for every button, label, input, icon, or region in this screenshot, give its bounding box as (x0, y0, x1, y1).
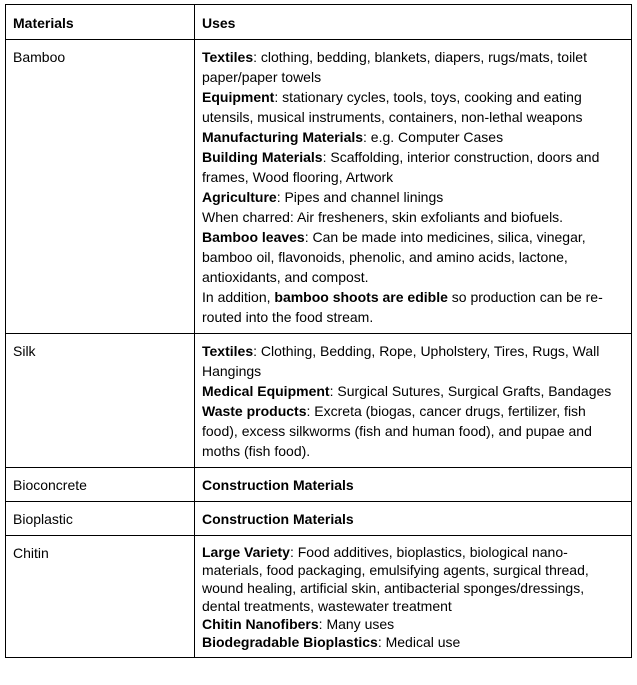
uses-line (202, 341, 625, 381)
uses-line (202, 187, 625, 207)
use-description: : Pipes and channel linings (276, 189, 444, 205)
uses-cell (195, 40, 632, 334)
use-description: : Many uses (318, 616, 395, 632)
table-row (6, 502, 632, 536)
table-row (6, 334, 632, 468)
use-description: so production can be re-routed into the food stream. (202, 289, 603, 325)
materials-uses-table (5, 4, 632, 658)
uses-line (202, 615, 625, 633)
material-cell: Bamboo (6, 40, 195, 334)
use-description: : clothing, bedding, blankets, diapers, rugs/mats, toilet paper/paper towels (202, 49, 587, 85)
uses-line (202, 227, 625, 287)
use-category-label: Chitin Nanofibers (202, 616, 319, 632)
use-description: : e.g. Computer Cases (363, 129, 504, 145)
uses-line (202, 147, 625, 187)
uses-line (202, 475, 625, 495)
material-cell: Bioplastic (6, 502, 195, 536)
use-category-label: Agriculture (202, 189, 277, 205)
use-category-label: bamboo shoots are edible (274, 289, 448, 305)
use-category-label: Textiles (202, 343, 254, 359)
uses-line (202, 509, 625, 529)
material-cell: Chitin (6, 536, 195, 658)
uses-line (202, 127, 625, 147)
header-row (6, 5, 632, 40)
table-body (6, 40, 632, 658)
use-category-label: Biodegradable Bioplastics (202, 634, 378, 650)
uses-line (202, 207, 625, 227)
use-category-label: Building Materials (202, 149, 323, 165)
use-category-label: Construction Materials (202, 511, 354, 527)
use-description: When charred: Air fresheners, skin exfoliants and biofuels. (202, 209, 564, 225)
use-category-label: Equipment (202, 89, 275, 105)
uses-line (202, 87, 625, 127)
header-materials: Materials (6, 5, 195, 40)
material-cell: Bioconcrete (6, 468, 195, 502)
table-row (6, 468, 632, 502)
uses-cell (195, 502, 632, 536)
table-row (6, 40, 632, 334)
uses-cell (195, 468, 632, 502)
uses-line (202, 633, 625, 651)
uses-cell (195, 334, 632, 468)
use-description: : Food additives, bioplastics, biological nano-materials, food packaging, emulsifying agents, surgical thread, wound healing, artificial skin, antibacterial sponges/dressings, dental treatments, wastewater treatment (202, 544, 589, 614)
uses-cell (195, 536, 632, 658)
use-category-label: Medical Equipment (202, 383, 330, 399)
uses-line (202, 381, 625, 401)
uses-line (202, 543, 625, 615)
use-description: : stationary cycles, tools, toys, cooking and eating utensils, musical instruments, containers, non-lethal weapons (202, 89, 583, 125)
use-description: In addition, (202, 289, 275, 305)
uses-line (202, 47, 625, 87)
material-cell: Silk (6, 334, 195, 468)
use-category-label: Large Variety (202, 544, 290, 560)
use-category-label: Waste products (202, 403, 307, 419)
uses-line (202, 401, 625, 461)
use-description: : Excreta (biogas, cancer drugs, fertilizer, fish food), excess silkworms (fish and human food), and pupae and moths (fish food). (202, 403, 592, 459)
use-description: : Scaffolding, interior construction, doors and frames, Wood flooring, Artwork (202, 149, 600, 185)
use-description: : Medical use (377, 634, 461, 650)
use-category-label: Bamboo leaves (202, 229, 305, 245)
uses-line (202, 287, 625, 327)
table-row (6, 536, 632, 658)
use-category-label: Textiles (202, 49, 254, 65)
use-category-label: Manufacturing Materials (202, 129, 364, 145)
use-description: : Surgical Sutures, Surgical Grafts, Bandages (329, 383, 612, 399)
header-uses: Uses (195, 5, 632, 40)
use-category-label: Construction Materials (202, 477, 354, 493)
use-description: : Clothing, Bedding, Rope, Upholstery, Tires, Rugs, Wall Hangings (202, 343, 600, 379)
use-description: : Can be made into medicines, silica, vinegar, bamboo oil, flavonoids, phenolic, and amino acids, lactone, antioxidants, and compost. (202, 229, 586, 285)
